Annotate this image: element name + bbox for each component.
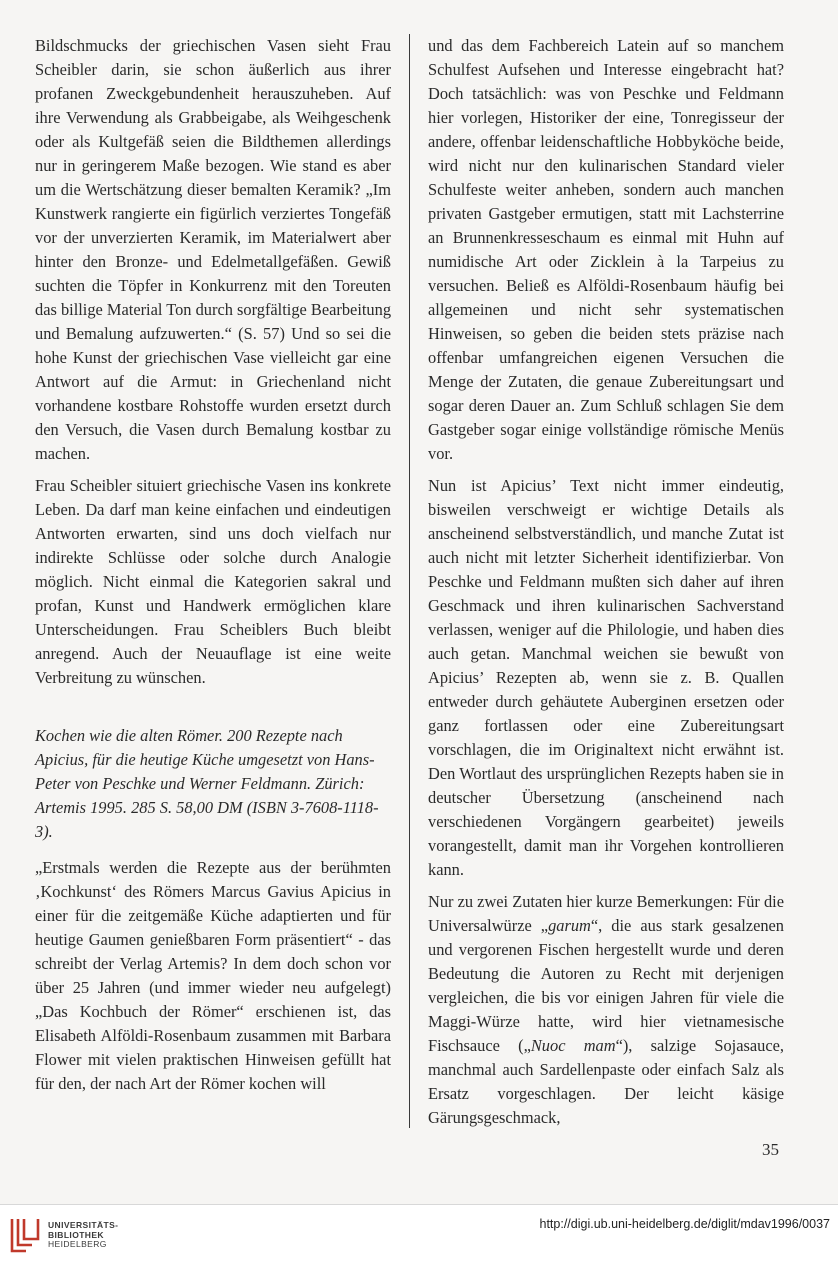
text-run: “), salzige Sojasauce, manchmal auch Sardellenpaste oder einfach Salz als Ersatz vorgeschlagen. Der leicht käsige Gärungsgeschmack, [428, 1036, 784, 1127]
paragraph: „Erstmals werden die Rezepte aus der berühmten ‚Kochkunst‘ des Römers Marcus Gavius Apicius in einer für die zeitgemäße Küche adaptierten und für heutige Gaumen genießbaren Form präsentiert“ - das schreibt der Verlag Artemis? In dem doch schon vor über 25 Jahren (und immer wieder neu aufgelegt) „Das Kochbuch der Römer“ erschienen ist, das Elisabeth Alföldi-Rosenbaum zusammen mit Barbara Flower mit vielen praktischen Hinweisen gefüllt hat für den, der nach Art der Römer kochen will [35, 858, 391, 1093]
text-run: Nur zu zwei Zutaten hier kurze Bemerkungen: Für die Universalwürze „ [428, 892, 784, 935]
viewer-footer [0, 1204, 838, 1265]
library-logo-icon[interactable] [8, 1215, 44, 1255]
left-column [35, 34, 391, 1104]
library-name-line: HEIDELBERG [48, 1239, 107, 1249]
paragraph: Bildschmucks der griechischen Vasen sieht Frau Scheibler darin, sie schon äußerlich aus ihrer profanen Zweckgebundenheit herauszuheben. Auf ihre Verwendung als Grabbeigabe, als Weihgeschenk oder als Kultgefäß seien die Bildthemen allerdings nur in geringerem Maße bezogen. Wie stand es aber um die Wertschätzung dieser bemalten Keramik? „Im Kunstwerk rangierte ein figürlich verziertes Tongefäß vor der unverzierten Keramik, im Materialwert aber hinter den Bronze- und Edelmetallgefäßen. Gewiß suchten die Töpfer in Konkurrenz mit den Toreuten das billige Material Ton durch sorgfältige Bearbeitung und Bemalung aufzuwerten.“ (S. 57) Und so sei die hohe Kunst der griechischen Vase vielleicht gar eine Antwort auf die Armut: in Griechenland nicht vorhandene kostbare Rohstoffe wurden ersetzt durch den Versuch, die Vasen durch Bemalung kostbar zu machen. [35, 36, 392, 463]
library-name-line: UNIVERSITÄTS- [48, 1220, 119, 1230]
library-name-line: BIBLIOTHEK [48, 1229, 104, 1240]
paragraph: Nun ist Apicius’ Text nicht immer eindeutig, bisweilen verschweigt er wichtige Details als anscheinend selbstverständlich, und manche Zutat ist auch nicht mit letzter Sicherheit identifizierbar. Von Peschke und Feldmann mußten sich daher auf ihren Geschmack und ihren kulinarischen Sachverstand verlassen, weniger auf die Philologie, und haben dies auch getan. Manchmal weichen sie bewußt von Apicius’ Rezepten ab, wenn sie z. B. Quallen entweder durch gehäutete Auberginen ersetzen oder ganz fortlassen oder eine Zubereitungsart vorschlagen, die im Originaltext nicht erwähnt ist. Den Wortlaut des ursprünglichen Rezepts haben sie in deutscher Übersetzung (anscheinend nach verschiedenen Vorgängern gearbeitet) jeweils vorangestellt, damit man ihr Vorgehen kontrollieren kann. [428, 476, 784, 879]
italic-term-garum: garum [548, 916, 591, 935]
book-citation: Kochen wie die alten Römer. 200 Rezepte nach Apicius, für die heutige Küche umgesetzt von Hans-Peter von Peschke und Werner Feldmann. Zürich: Artemis 1995. 285 S. 58,00 DM (ISBN 3-7608-1118-3). [35, 726, 379, 841]
page-number: 35 [762, 1140, 779, 1159]
italic-term-nuoc-mam: Nuoc mam [530, 1036, 616, 1055]
paragraph: und das dem Fachbereich Latein auf so manchem Schulfest Aufsehen und Interesse eingebracht hat? Doch tatsächlich: was von Peschke und Feldmann hier vorlegen, Historiker der eine, Tonregisseur der andere, offenbar leidenschaftliche Hobbyköche beide, wird nicht nur den kulinarischen Standard vieler Schulfeste weiter anheben, sondern auch manchen privaten Gastgeber ermutigen, statt mit Lachsterrine an Brunnenkresseschaum es einmal mit Huhn auf numidische Art oder Zicklein à la Tarpeius zu versuchen. Beließ es Alföldi-Rosenbaum häufig bei allgemeinen und nicht sehr systematischen Hinweisen, so geben die beiden stets präzise nach offenbar umfangreichen eigenen Versuchen die Menge der Zutaten, die genaue Zubereitungsart und sogar deren Dauer an. Zum Schluß schlagen Sie dem Gastgeber sogar einige vollständige römische Menüs vor. [428, 36, 784, 463]
paragraph [428, 890, 784, 1130]
text-run: “, die aus stark gesalzenen und vergorenen Fischen hergestellt wurde und deren Bedeutung die Autoren zu Recht mit derjenigen vergleichen, die bis vor einigen Jahren für viele die Maggi-Würze hatte, wird hier vietnamesische Fischsauce („ [428, 916, 785, 1055]
paragraph: Frau Scheibler situiert griechische Vasen ins konkrete Leben. Da darf man keine einfachen und eindeutigen Antworten erwarten, sind uns doch vielfach nur indirekte Schlüsse oder solche durch Analogie möglich. Nicht einmal die Kategorien sakral und profan, Kunst und Handwerk ermöglichen klare Unterscheidungen. Frau Scheiblers Buch bleibt anregend. Auch der Neuauflage ist eine weite Verbreitung zu wünschen. [35, 476, 391, 687]
column-divider [409, 34, 410, 1128]
page-url-link[interactable]: http://digi.ub.uni-heidelberg.de/diglit/mdav1996/0037 [539, 1217, 830, 1231]
right-column [428, 34, 784, 1138]
library-name [48, 1221, 118, 1250]
